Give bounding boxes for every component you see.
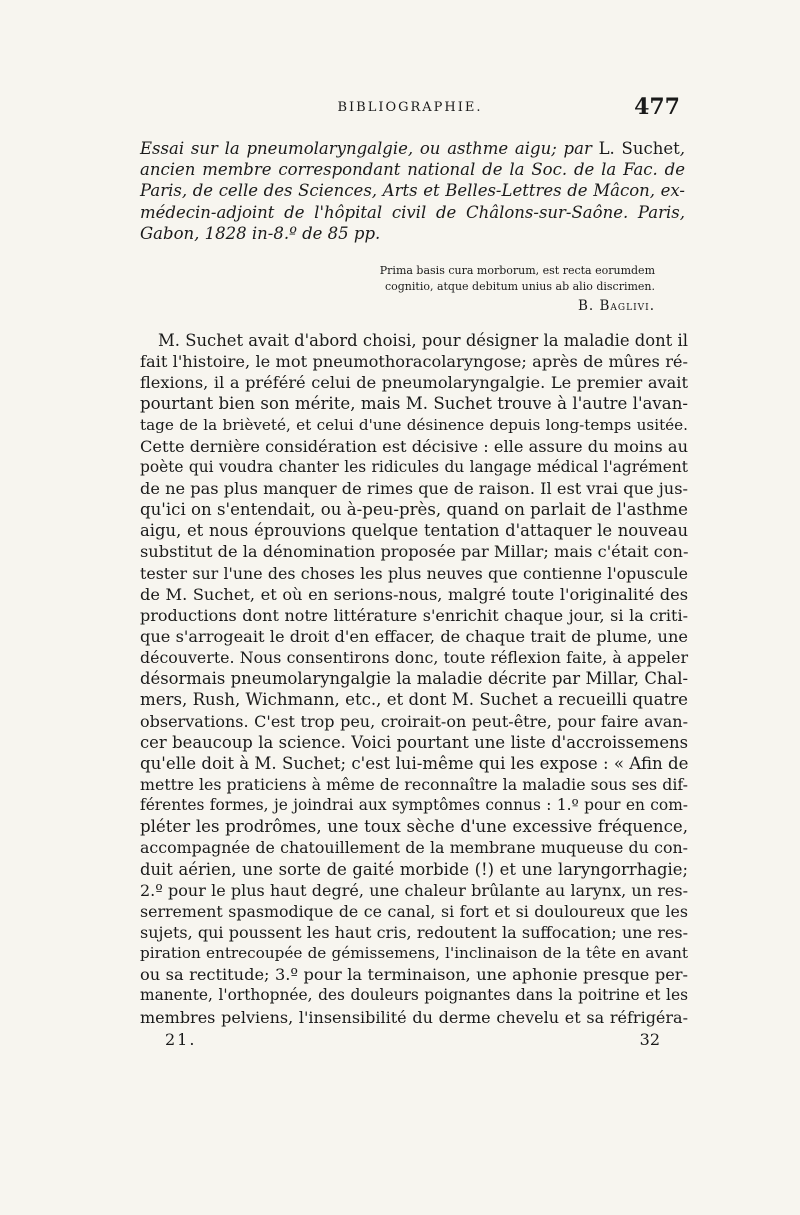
text-line: mers, Rush, Wichmann, etc., et dont M. Suchet a recueilli quatre: [140, 690, 688, 710]
text-line: Cette dernière considération est décisive : elle assure du moins au: [140, 436, 688, 456]
text-line: observations. C'est trop peu, croirait-on peut-être, pour faire avan-: [140, 711, 688, 731]
body-text: [140, 330, 688, 1028]
text-line: fait l'histoire, le mot pneumothoracolaryngose; après de mûres ré-: [140, 352, 688, 372]
text-line: de M. Suchet, et où en serions-nous, malgré toute l'originalité des: [140, 584, 688, 604]
text-line: flexions, il a préféré celui de pneumolaryngalgie. Le premier avait: [140, 373, 688, 393]
text-line: de ne pas plus manquer de rimes que de raison. Il est vrai que jus-: [140, 478, 688, 498]
signature-mark: 21.: [165, 1030, 197, 1049]
text-line: désormais pneumolaryngalgie la maladie décrite par Millar, Chal-: [140, 669, 688, 689]
text-line: férentes formes, je joindrai aux symptômes connus : 1.º pour en com-: [140, 796, 688, 815]
text-line: productions dont notre littérature s'enrichit chaque jour, si la criti-: [140, 605, 688, 625]
epigraph-line: Prima basis cura morborum, est recta eorumdem: [379, 264, 655, 277]
page-number: 477: [634, 94, 680, 120]
text-line: que s'arrogeait le droit d'en effacer, de chaque trait de plume, une: [140, 626, 688, 646]
text-line: tage de la brièveté, et celui d'une désinence depuis long-temps usitée.: [140, 415, 688, 434]
text-line: accompagnée de chatouillement de la membrane muqueuse du con-: [140, 838, 688, 858]
epigraph-author: B. Baglivi.: [578, 298, 655, 314]
text-line: membres pelviens, l'insensibilité du derme chevelu et sa réfrigéra-: [140, 1007, 688, 1027]
running-head: BIBLIOGRAPHIE.: [337, 100, 483, 115]
text-line: cer beaucoup la science. Voici pourtant une liste d'accroissemens: [140, 732, 688, 752]
text-line: pléter les prodrômes, une toux sèche d'une excessive fréquence,: [140, 817, 688, 837]
text-line: pourtant bien son mérite, mais M. Suchet trouve à l'autre l'avan-: [140, 394, 688, 414]
epigraph-line: cognitio, atque debitum unius ab alio discrimen.: [384, 280, 655, 293]
text-line: découverte. Nous consentirons donc, toute réflexion faite, à appeler: [140, 648, 688, 668]
title-details: , ancien membre correspondant national de la Soc. de la Fac. de Paris, de celle des Sciences, Arts et Belles-Lettres de Mâcon, ex-médecin-adjoint de l'hôpital civil de Châlons-sur-Saône. Paris, Gabon, 1828 in-8.º de 85 pp.: [140, 139, 685, 243]
text-line: M. Suchet avait d'abord choisi, pour désigner la maladie dont il: [158, 331, 688, 350]
text-line: substitut de la dénomination proposée par Millar; mais c'était con-: [140, 542, 689, 562]
text-line: poète qui voudra chanter les ridicules du langage médical l'agrément: [140, 457, 688, 476]
text-line: piration entrecoupée de gémissemens, l'inclinaison de la tête en avant: [140, 944, 688, 963]
folio-number: 32: [639, 1030, 660, 1049]
page-footer: [165, 1030, 660, 1054]
title-text: Essai sur la pneumolaryngalgie, ou asthme aigu; par: [140, 139, 599, 158]
page-header: [140, 94, 680, 124]
text-line: 2.º pour le plus haut degré, une chaleur brûlante au larynx, un res-: [140, 880, 688, 900]
text-line: mettre les praticiens à même de reconnaître la maladie sous ses dif-: [140, 774, 688, 794]
epigraph: [330, 263, 655, 295]
text-line: serrement spasmodique de ce canal, si fort et si douloureux que les: [140, 901, 688, 921]
author-name: L. Suchet: [598, 139, 680, 158]
text-line: manente, l'orthopnée, des douleurs poignantes dans la poitrine et les: [140, 986, 688, 1005]
text-line: qu'elle doit à M. Suchet; c'est lui-même qui les expose : « Afin de: [140, 753, 689, 773]
text-line: tester sur l'une des choses les plus neuves que contienne l'opuscule: [140, 563, 688, 583]
review-title: [140, 138, 685, 244]
text-line: sujets, qui poussent les haut cris, redoutent la suffocation; une res-: [140, 922, 688, 942]
text-line: qu'ici on s'entendait, ou à-peu-près, quand on parlait de l'asthme: [140, 500, 688, 520]
text-line: aigu, et nous éprouvions quelque tentation d'attaquer le nouveau: [140, 521, 688, 541]
text-line: ou sa rectitude; 3.º pour la terminaison, une aphonie presque per-: [140, 965, 688, 985]
text-line: duit aérien, une sorte de gaité morbide (!) et une laryngorrhagie;: [140, 859, 688, 879]
